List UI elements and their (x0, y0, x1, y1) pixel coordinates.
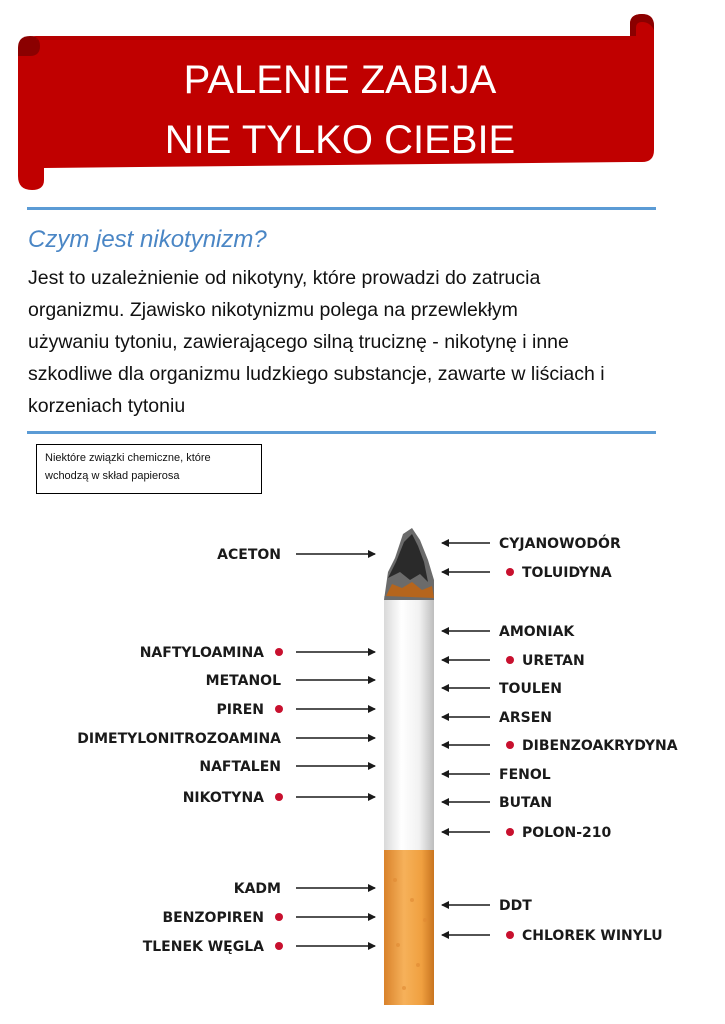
chemical-label-left (162, 910, 375, 926)
chemical-label-right (442, 710, 552, 726)
chemical-label-right (442, 653, 585, 669)
cigarette (384, 528, 434, 1005)
chemical-name: CHLOREK WINYLU (522, 928, 663, 944)
chemical-name: URETAN (522, 653, 585, 669)
chemical-name: CYJANOWODÓR (499, 536, 621, 552)
chemical-name: PIREN (216, 702, 264, 718)
divider-bottom (27, 431, 656, 434)
chemical-label-left (206, 673, 375, 689)
caption-box (36, 444, 262, 494)
chemical-label-right (442, 534, 621, 552)
title-line-1: PALENIE ZABIJA (183, 58, 497, 102)
chemical-name: KADM (233, 881, 281, 897)
chemical-name: METANOL (205, 673, 281, 689)
bullet-dot (275, 793, 283, 801)
paragraph-line: korzeniach tytoniu (28, 395, 186, 417)
divider-top (27, 207, 656, 210)
chemical-name: TLENEK WĘGLA (142, 939, 264, 955)
bullet-dot (275, 648, 283, 656)
chemical-label-left (216, 702, 375, 718)
chemical-label-right (442, 825, 611, 841)
paragraph-line: Jest to uzależnienie od nikotyny, które prowadzi do zatrucia (28, 267, 541, 289)
title-line-2: NIE TYLKO CIEBIE (164, 118, 516, 162)
bullet-dot (506, 828, 514, 836)
chemical-name: ARSEN (499, 710, 552, 726)
caption-line: wchodzą w skład papierosa (45, 470, 180, 482)
bullet-dot (275, 913, 283, 921)
chemical-label-left (217, 547, 375, 563)
chemical-name: FENOL (499, 767, 551, 783)
paragraph-line: szkodliwe dla organizmu ludzkiego substancje, zawarte w liściach i (28, 363, 605, 385)
bullet-dot (506, 741, 514, 749)
chemical-name: AMONIAK (499, 624, 575, 640)
chemical-label-left (234, 881, 375, 897)
chemical-label-right (442, 767, 551, 783)
chemical-name: NAFTALEN (199, 759, 281, 775)
bullet-dot (506, 656, 514, 664)
chemical-name: DIMETYLONITROZOAMINA (77, 731, 281, 747)
bullet-dot (506, 568, 514, 576)
chemical-label-right (442, 898, 532, 914)
bullet-dot (275, 942, 283, 950)
chemical-name: TOLUIDYNA (522, 565, 612, 581)
chemical-name: NIKOTYNA (182, 790, 264, 806)
page-title (40, 50, 640, 170)
chemical-label-right (442, 738, 678, 754)
chemical-label-left (77, 731, 375, 747)
chemical-name: TOULEN (499, 681, 563, 697)
chemical-label-right (442, 795, 552, 811)
chemical-name: BUTAN (499, 795, 553, 811)
chemical-label-right (442, 681, 562, 697)
chemical-name: ACETON (217, 547, 281, 563)
chemical-label-left (199, 759, 375, 775)
paragraph-line: organizmu. Zjawisko nikotynizmu polega na przewlekłym (28, 299, 518, 321)
chemical-label-right (442, 928, 663, 944)
paragraph-line: używaniu tytoniu, zawierającego silną truciznę - nikotynę i inne (28, 331, 569, 353)
intro-paragraph (28, 262, 698, 422)
chemical-name: BENZOPIREN (162, 910, 264, 926)
caption-line: Niektóre związki chemiczne, które (45, 452, 211, 464)
bullet-dot (275, 705, 283, 713)
cigarette-diagram (0, 500, 725, 1024)
cigarette-filter (384, 850, 434, 1005)
left-labels (77, 547, 375, 955)
chemical-name: DIBENZOAKRYDYNA (522, 738, 678, 754)
cigarette-paper (384, 596, 434, 852)
chemical-label-left (143, 939, 375, 955)
chemical-label-left (183, 790, 375, 806)
chemical-name: NAFTYLOAMINA (139, 645, 264, 661)
chemical-name: POLON-210 (522, 825, 612, 841)
chemical-label-right (442, 624, 575, 640)
chemical-label-right (442, 565, 612, 581)
section-heading: Czym jest nikotynizm? (28, 226, 267, 253)
chemical-name: DDT (499, 898, 532, 914)
bullet-dot (506, 931, 514, 939)
right-labels (442, 534, 678, 944)
chemical-label-left (140, 645, 375, 661)
